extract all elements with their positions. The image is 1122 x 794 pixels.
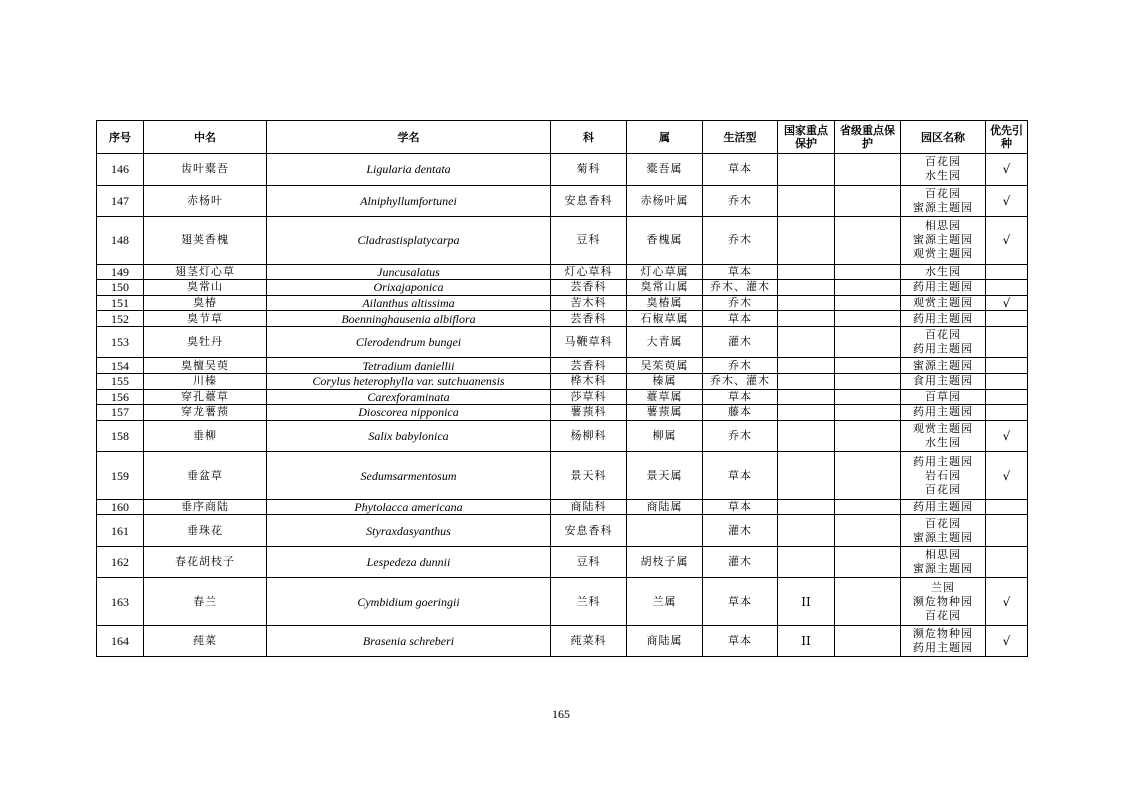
- cell-sci-name: Cladrastisplatycarpa: [267, 217, 551, 265]
- cell-life-form: 乔木、灌木: [703, 373, 778, 389]
- cell-sci-name: Sedumsarmentosum: [267, 452, 551, 500]
- cell-garden: [901, 295, 986, 311]
- cell-sci-name: Dioscorea nipponica: [267, 405, 551, 421]
- cell-life-form: 草本: [703, 499, 778, 515]
- table-row: [97, 326, 1028, 358]
- col-header-sci-name: 学名: [267, 121, 551, 154]
- cell-priority: [986, 546, 1028, 578]
- cell-priority: √: [986, 452, 1028, 500]
- table-row: [97, 546, 1028, 578]
- cell-provincial: [835, 405, 901, 421]
- cell-sci-name: Salix babylonica: [267, 420, 551, 452]
- cell-cn-name: 赤杨叶: [144, 185, 267, 217]
- cell-national: [778, 389, 835, 405]
- cell-national: [778, 326, 835, 358]
- cell-priority: √: [986, 625, 1028, 657]
- garden-name: 水生园: [925, 436, 961, 449]
- cell-priority: [986, 373, 1028, 389]
- garden-name: 蜜源主题园: [913, 358, 973, 372]
- table-row: [97, 217, 1028, 265]
- cell-sci-name: Orixajaponica: [267, 280, 551, 296]
- col-header-priority: 优先引种: [986, 121, 1028, 154]
- cell-family: 商陆科: [551, 499, 627, 515]
- table-row: [97, 264, 1028, 280]
- garden-name: 百花园: [925, 328, 961, 342]
- cell-family: 杨柳科: [551, 420, 627, 452]
- garden-name: 水生园: [925, 264, 961, 278]
- cell-family: 薯蓣科: [551, 405, 627, 421]
- cell-seq: 159: [97, 452, 144, 500]
- cell-sci-name: Corylus heterophylla var. sutchuanensis: [267, 373, 551, 389]
- col-header-seq: 序号: [97, 121, 144, 154]
- cell-priority: [986, 326, 1028, 358]
- cell-garden: [901, 625, 986, 657]
- cell-life-form: 草本: [703, 311, 778, 327]
- cell-garden: [901, 389, 986, 405]
- cell-family: 苦木科: [551, 295, 627, 311]
- cell-cn-name: 垂盆草: [144, 452, 267, 500]
- cell-national: II: [778, 625, 835, 657]
- table-row: [97, 452, 1028, 500]
- cell-life-form: 草本: [703, 154, 778, 186]
- garden-name: 观赏主题园: [913, 247, 973, 261]
- cell-life-form: 草本: [703, 264, 778, 280]
- cell-seq: 157: [97, 405, 144, 421]
- cell-provincial: [835, 326, 901, 358]
- cell-provincial: [835, 515, 901, 547]
- page-number: 165: [552, 707, 570, 721]
- cell-cn-name: 臭檀吴萸: [144, 358, 267, 374]
- cell-genus: 石椒草属: [627, 311, 703, 327]
- cell-seq: 153: [97, 326, 144, 358]
- cell-life-form: 灌木: [703, 515, 778, 547]
- cell-seq: 163: [97, 578, 144, 626]
- garden-name: 蜜源主题园: [913, 562, 973, 576]
- cell-garden: [901, 405, 986, 421]
- cell-genus: 薯蓣属: [627, 405, 703, 421]
- cell-sci-name: Lespedeza dunnii: [267, 546, 551, 578]
- cell-genus: 臭常山属: [627, 280, 703, 296]
- cell-garden: [901, 185, 986, 217]
- cell-genus: 柳属: [627, 420, 703, 452]
- cell-family: 芸香科: [551, 358, 627, 374]
- table-row: [97, 389, 1028, 405]
- cell-cn-name: 垂序商陆: [144, 499, 267, 515]
- garden-name: 百花园: [925, 516, 961, 530]
- cell-national: [778, 280, 835, 296]
- cell-life-form: 草本: [703, 389, 778, 405]
- cell-cn-name: 翅茎灯心草: [144, 264, 267, 280]
- cell-cn-name: 臭节草: [144, 311, 267, 327]
- cell-seq: 162: [97, 546, 144, 578]
- cell-national: [778, 546, 835, 578]
- cell-provincial: [835, 625, 901, 657]
- col-header-garden: 园区名称: [901, 121, 986, 154]
- garden-name: 药用主题园: [913, 342, 973, 356]
- cell-life-form: 乔木: [703, 217, 778, 265]
- garden-name: 百花园: [925, 186, 961, 200]
- cell-national: [778, 499, 835, 515]
- col-header-national: 国家重点保护: [778, 121, 835, 154]
- cell-life-form: 草本: [703, 578, 778, 626]
- cell-garden: [901, 578, 986, 626]
- cell-genus: 商陆属: [627, 625, 703, 657]
- cell-garden: [901, 280, 986, 296]
- cell-cn-name: 臭常山: [144, 280, 267, 296]
- cell-provincial: [835, 452, 901, 500]
- cell-sci-name: Boenninghausenia albiflora: [267, 311, 551, 327]
- col-header-provincial: 省级重点保护: [835, 121, 901, 154]
- cell-seq: 155: [97, 373, 144, 389]
- table-row: [97, 311, 1028, 327]
- col-header-cn-name: 中名: [144, 121, 267, 154]
- cell-sci-name: Carexforaminata: [267, 389, 551, 405]
- cell-genus: 赤杨叶属: [627, 185, 703, 217]
- garden-name: 蜜源主题园: [913, 530, 973, 544]
- garden-name: 相思园: [925, 548, 961, 562]
- cell-life-form: 乔木: [703, 358, 778, 374]
- cell-garden: [901, 420, 986, 452]
- cell-national: II: [778, 578, 835, 626]
- garden-name: 百草园: [925, 389, 961, 403]
- cell-family: 芸香科: [551, 280, 627, 296]
- garden-name: 药用主题园: [913, 500, 973, 514]
- garden-name: 濒危物种园: [913, 594, 973, 608]
- cell-garden: [901, 326, 986, 358]
- cell-cn-name: 穿孔薹草: [144, 389, 267, 405]
- garden-name: 药用主题园: [913, 405, 973, 419]
- cell-seq: 160: [97, 499, 144, 515]
- cell-life-form: 灌木: [703, 546, 778, 578]
- col-header-family: 科: [551, 121, 627, 154]
- cell-priority: √: [986, 154, 1028, 186]
- cell-provincial: [835, 578, 901, 626]
- cell-seq: 146: [97, 154, 144, 186]
- garden-name: 观赏主题园: [913, 295, 973, 309]
- cell-seq: 164: [97, 625, 144, 657]
- cell-national: [778, 295, 835, 311]
- cell-family: 兰科: [551, 578, 627, 626]
- cell-life-form: 灌木: [703, 326, 778, 358]
- cell-seq: 151: [97, 295, 144, 311]
- cell-seq: 152: [97, 311, 144, 327]
- cell-life-form: 乔木: [703, 185, 778, 217]
- garden-name: 食用主题园: [913, 374, 973, 388]
- cell-sci-name: Styraxdasyanthus: [267, 515, 551, 547]
- cell-national: [778, 420, 835, 452]
- cell-seq: 150: [97, 280, 144, 296]
- cell-priority: [986, 389, 1028, 405]
- cell-priority: [986, 311, 1028, 327]
- table-row: [97, 625, 1028, 657]
- cell-provincial: [835, 264, 901, 280]
- table-row: [97, 280, 1028, 296]
- cell-genus: 榛属: [627, 373, 703, 389]
- cell-cn-name: 翅荚香槐: [144, 217, 267, 265]
- garden-name: 药用主题园: [913, 311, 973, 325]
- cell-national: [778, 185, 835, 217]
- cell-genus: [627, 515, 703, 547]
- header-row: [97, 121, 1028, 154]
- cell-genus: 大青属: [627, 326, 703, 358]
- cell-national: [778, 515, 835, 547]
- cell-provincial: [835, 373, 901, 389]
- table-row: [97, 185, 1028, 217]
- cell-priority: [986, 358, 1028, 374]
- cell-national: [778, 452, 835, 500]
- table-row: [97, 154, 1028, 186]
- cell-genus: 香槐属: [627, 217, 703, 265]
- cell-family: 灯心草科: [551, 264, 627, 280]
- cell-sci-name: Phytolacca americana: [267, 499, 551, 515]
- cell-seq: 161: [97, 515, 144, 547]
- cell-life-form: 乔木: [703, 295, 778, 311]
- garden-name: 蜜源主题园: [913, 233, 973, 247]
- cell-provincial: [835, 280, 901, 296]
- table-row: [97, 295, 1028, 311]
- garden-name: 百花园: [925, 482, 961, 496]
- cell-family: 桦木科: [551, 373, 627, 389]
- cell-provincial: [835, 420, 901, 452]
- cell-genus: 薹草属: [627, 389, 703, 405]
- cell-cn-name: 垂珠花: [144, 515, 267, 547]
- cell-priority: √: [986, 295, 1028, 311]
- cell-life-form: 草本: [703, 625, 778, 657]
- cell-sci-name: Ailanthus altissima: [267, 295, 551, 311]
- cell-cn-name: 臭椿: [144, 295, 267, 311]
- cell-garden: [901, 373, 986, 389]
- cell-family: 莼菜科: [551, 625, 627, 657]
- garden-name: 兰园: [931, 580, 955, 594]
- cell-sci-name: Brasenia schreberi: [267, 625, 551, 657]
- cell-priority: √: [986, 217, 1028, 265]
- cell-genus: 兰属: [627, 578, 703, 626]
- garden-name: 相思园: [925, 219, 961, 233]
- cell-provincial: [835, 185, 901, 217]
- cell-genus: 橐吾属: [627, 154, 703, 186]
- cell-family: 莎草科: [551, 389, 627, 405]
- cell-cn-name: 川榛: [144, 373, 267, 389]
- cell-life-form: 草本: [703, 452, 778, 500]
- cell-genus: 胡枝子属: [627, 546, 703, 578]
- cell-priority: √: [986, 420, 1028, 452]
- cell-priority: [986, 499, 1028, 515]
- cell-national: [778, 154, 835, 186]
- garden-name: 观赏主题园: [913, 422, 973, 435]
- col-header-life-form: 生活型: [703, 121, 778, 154]
- cell-provincial: [835, 154, 901, 186]
- cell-national: [778, 217, 835, 265]
- cell-cn-name: 莼菜: [144, 625, 267, 657]
- col-header-genus: 属: [627, 121, 703, 154]
- table-row: [97, 578, 1028, 626]
- cell-sci-name: Juncusalatus: [267, 264, 551, 280]
- cell-seq: 149: [97, 264, 144, 280]
- cell-seq: 154: [97, 358, 144, 374]
- garden-name: 岩石园: [925, 468, 961, 482]
- garden-name: 百花园: [925, 608, 961, 622]
- cell-priority: √: [986, 185, 1028, 217]
- garden-name: 药用主题园: [913, 280, 973, 294]
- cell-seq: 158: [97, 420, 144, 452]
- cell-genus: 吴茱萸属: [627, 358, 703, 374]
- cell-seq: 147: [97, 185, 144, 217]
- cell-provincial: [835, 217, 901, 265]
- garden-name: 蜜源主题园: [913, 200, 973, 214]
- cell-provincial: [835, 389, 901, 405]
- table-row: [97, 499, 1028, 515]
- cell-national: [778, 373, 835, 389]
- cell-sci-name: Clerodendrum bungei: [267, 326, 551, 358]
- cell-genus: 商陆属: [627, 499, 703, 515]
- garden-name: 药用主题园: [913, 641, 973, 655]
- cell-sci-name: Tetradium daniellii: [267, 358, 551, 374]
- cell-priority: [986, 264, 1028, 280]
- cell-sci-name: Cymbidium goeringii: [267, 578, 551, 626]
- cell-genus: 灯心草属: [627, 264, 703, 280]
- cell-garden: [901, 515, 986, 547]
- table-row: [97, 373, 1028, 389]
- table-row: [97, 405, 1028, 421]
- cell-garden: [901, 154, 986, 186]
- cell-cn-name: 春兰: [144, 578, 267, 626]
- cell-national: [778, 264, 835, 280]
- garden-name: 药用主题园: [913, 454, 973, 468]
- cell-family: 安息香科: [551, 515, 627, 547]
- table-row: [97, 420, 1028, 452]
- cell-priority: [986, 280, 1028, 296]
- cell-family: 豆科: [551, 546, 627, 578]
- garden-name: 百花园: [925, 155, 961, 169]
- cell-seq: 156: [97, 389, 144, 405]
- cell-family: 菊科: [551, 154, 627, 186]
- cell-sci-name: Alniphyllumfortunei: [267, 185, 551, 217]
- garden-name: 水生园: [925, 169, 961, 183]
- cell-cn-name: 春花胡枝子: [144, 546, 267, 578]
- garden-name: 濒危物种园: [913, 627, 973, 641]
- cell-life-form: 乔木、灌木: [703, 280, 778, 296]
- cell-cn-name: 垂柳: [144, 420, 267, 452]
- cell-seq: 148: [97, 217, 144, 265]
- cell-garden: [901, 311, 986, 327]
- cell-provincial: [835, 546, 901, 578]
- cell-family: 芸香科: [551, 311, 627, 327]
- cell-national: [778, 358, 835, 374]
- cell-genus: 景天属: [627, 452, 703, 500]
- cell-national: [778, 311, 835, 327]
- cell-provincial: [835, 499, 901, 515]
- cell-life-form: 乔木: [703, 420, 778, 452]
- cell-priority: [986, 515, 1028, 547]
- cell-cn-name: 穿龙薯蓣: [144, 405, 267, 421]
- cell-priority: √: [986, 578, 1028, 626]
- cell-cn-name: 齿叶橐吾: [144, 154, 267, 186]
- cell-life-form: 藤本: [703, 405, 778, 421]
- cell-cn-name: 臭牡丹: [144, 326, 267, 358]
- cell-provincial: [835, 295, 901, 311]
- cell-family: 豆科: [551, 217, 627, 265]
- cell-garden: [901, 499, 986, 515]
- cell-family: 马鞭草科: [551, 326, 627, 358]
- cell-family: 景天科: [551, 452, 627, 500]
- cell-genus: 臭椿属: [627, 295, 703, 311]
- cell-family: 安息香科: [551, 185, 627, 217]
- cell-national: [778, 405, 835, 421]
- cell-garden: [901, 217, 986, 265]
- species-table: [96, 120, 1028, 657]
- cell-garden: [901, 546, 986, 578]
- table-row: [97, 515, 1028, 547]
- cell-priority: [986, 405, 1028, 421]
- cell-garden: [901, 452, 986, 500]
- cell-sci-name: Ligularia dentata: [267, 154, 551, 186]
- cell-garden: [901, 264, 986, 280]
- cell-provincial: [835, 311, 901, 327]
- table-row: [97, 358, 1028, 374]
- cell-provincial: [835, 358, 901, 374]
- cell-garden: [901, 358, 986, 374]
